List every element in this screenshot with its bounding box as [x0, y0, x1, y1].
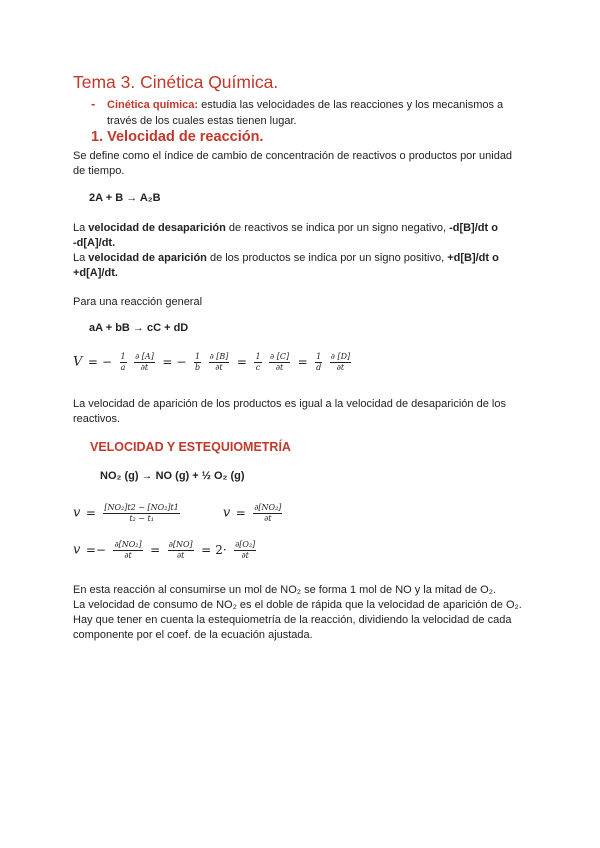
desaparicion-line-1: [73, 220, 498, 236]
eq2-two: 2·: [215, 542, 227, 557]
stoich-text-line-4: componente por el coef. de la ecuación ajustada.: [73, 629, 313, 641]
frac-do2-dt: $\frac{\text{∂[O₂]}}{\partial t}$: [235, 540, 256, 560]
apar-pre: La: [73, 252, 89, 264]
rate-eq-sign-3: =: [236, 354, 247, 369]
desaparicion-line-2: -d[A]/dt.: [73, 237, 116, 249]
frac-dD-dt: $\frac{\partial [D]}{\partial t}$: [330, 352, 351, 372]
desap-bold: velocidad de desaparición: [88, 222, 226, 234]
no2-reaction: NO₂ (g) → NO (g) + ½ O₂ (g): [100, 470, 245, 482]
rate-minus-2: −: [176, 354, 187, 369]
rate-eq-sign: =: [87, 354, 98, 369]
rate-equation: [73, 352, 353, 373]
bullet-text-1: estudia las velocidades de las reacciones y los mecanismos a: [198, 99, 504, 111]
aparicion-line-2: +d[A]/dt.: [73, 267, 118, 279]
frac-dC-dt: $\frac{\partial [C]}{\partial t}$: [270, 352, 290, 372]
aparicion-line-1: [73, 250, 499, 266]
general-reaction: aA + bB → cC + dD: [89, 322, 189, 334]
frac-dB-dt: $\frac{\partial [B]}{\partial t}$: [209, 352, 229, 372]
rate-v: V: [73, 354, 83, 370]
frac-dno2-dt: $\frac{\text{∂[NO₂]}}{\partial t}$: [254, 503, 282, 523]
frac-1-a: $\frac{1}{a}$: [120, 352, 126, 372]
eq1-eq2: =: [235, 505, 246, 520]
stoich-text-line-3: Hay que tener en cuenta la estequiometría de la reacción, dividiendo la velocidad de cada: [73, 614, 512, 626]
reaction-example: 2A + B → A₂B: [89, 192, 161, 204]
section2-heading: VELOCIDAD Y ESTEQUIOMETRÍA: [90, 440, 291, 454]
page-title: Tema 3. Cinética Química.: [73, 72, 279, 92]
apar-expr-1: +d[B]/dt o: [447, 252, 499, 264]
eq2-eq: =: [150, 542, 161, 557]
bullet-line-1: [107, 97, 503, 113]
desap-expr-1: -d[B]/dt o: [449, 222, 498, 234]
desap-post: de reactivos se indica por un signo negativo,: [225, 222, 450, 234]
conclusion-line-2: reactivos.: [73, 413, 121, 425]
stoich-equation-1: [73, 503, 284, 524]
conclusion-line-1: La velocidad de aparición de los productos es igual a la velocidad de desaparición de los: [73, 398, 506, 410]
frac-delta-no2: $\frac{\text{[NO₂]t2 − [NO₂]t1}}{\text{t₂ − t₁}}$: [104, 503, 179, 523]
apar-bold: velocidad de aparición: [88, 252, 207, 264]
bullet-term: Cinética química:: [107, 99, 199, 111]
frac-dA-dt: $\frac{\partial [A]}{\partial t}$: [135, 352, 154, 372]
eq1-v2: v: [222, 505, 231, 521]
eq2-eq-3: =: [201, 542, 212, 557]
frac-1-c: $\frac{1}{c}$: [255, 352, 261, 372]
stoich-text-line-1: En esta reacción al consumirse un mol de NO₂ se forma 1 mol de NO y la mitad de O₂.: [73, 584, 497, 596]
definition-line-2: de tiempo.: [73, 165, 125, 177]
eq1-v: v: [73, 505, 81, 521]
eq2-v: v: [73, 542, 81, 558]
frac-dno-dt: $\frac{\partial[NO]}{\partial t}$: [168, 540, 193, 560]
general-intro: Para una reacción general: [73, 296, 203, 308]
eq1-eq: =: [85, 505, 96, 520]
eq2-eq-minus: =−: [85, 542, 106, 557]
bullet-dash: -: [91, 96, 96, 111]
stoich-text-line-2: La velocidad de consumo de NO₂ es el doble de rápida que la velocidad de aparición de O₂.: [73, 599, 522, 611]
definition-line-1: Se define como el índice de cambio de concentración de reactivos o productos por unidad: [73, 150, 513, 162]
apar-post: de los productos se indica por un signo positivo,: [206, 252, 448, 264]
stoich-equation-2: [73, 540, 258, 561]
rate-eq-sign-4: =: [297, 354, 308, 369]
section1-heading: 1. Velocidad de reacción.: [91, 129, 264, 145]
rate-minus-1: −: [101, 354, 113, 369]
rate-eq-sign-2: =: [162, 354, 173, 369]
frac-dno2-dt-2: $\frac{\text{∂[NO₂]}}{\partial t}$: [114, 540, 142, 560]
frac-1-d: $\frac{1}{d}$: [316, 352, 322, 372]
frac-1-b: $\frac{1}{b}$: [194, 352, 201, 372]
desap-pre: La: [73, 222, 89, 234]
bullet-line-2: través de los cuales estas tienen lugar.: [107, 115, 297, 127]
